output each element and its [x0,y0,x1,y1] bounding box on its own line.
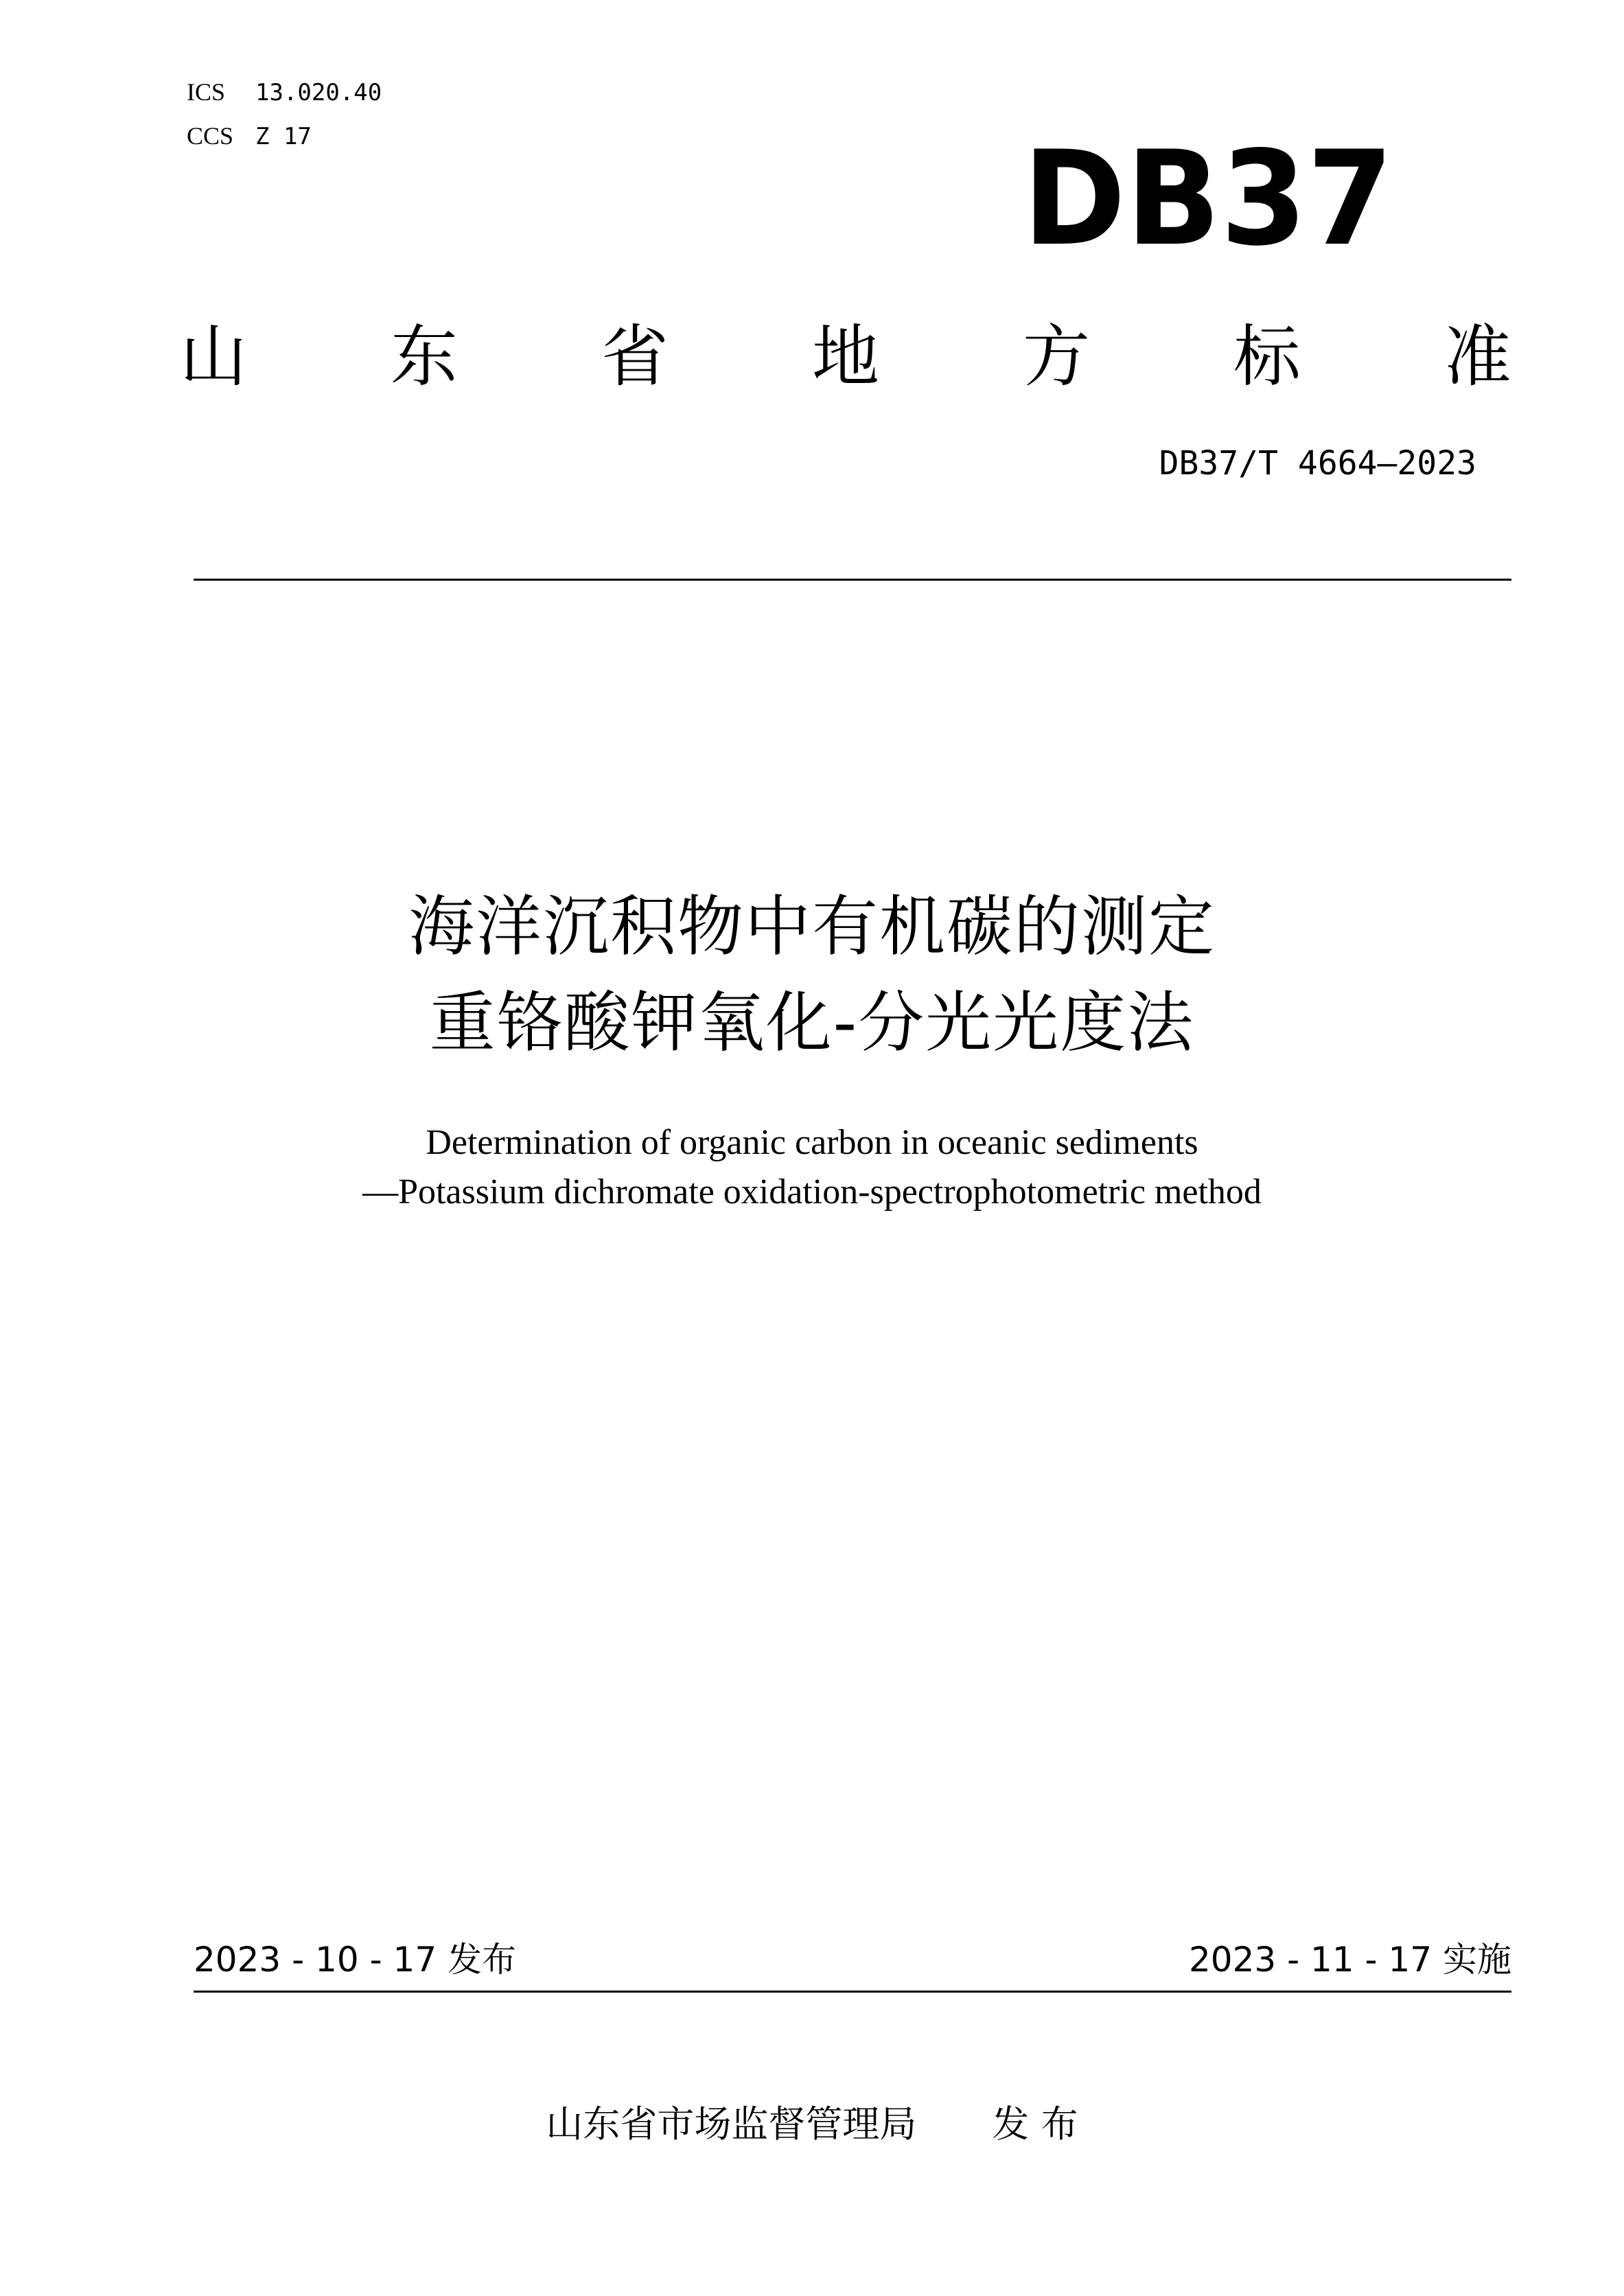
authority-char: 省 [601,318,669,396]
ccs-label: CCS [187,122,234,150]
publisher-name: 山东省市场监督管理局 [546,2102,917,2146]
standard-number: DB37/T 4664—2023 [1159,444,1476,483]
title-cn-line2: 重铬酸钾氧化-分光光度法 [429,984,1195,1061]
authority-char: 地 [811,318,879,396]
ics-value: 13.020.40 [255,79,382,106]
bottom-divider [194,1991,1511,1993]
db37-logo-text: DB37 [1023,141,1393,261]
publisher-action: 发 布 [992,2102,1078,2146]
authority-char: 标 [1233,318,1301,396]
db37-logo [1023,141,1393,261]
ccs-code [187,121,312,152]
authority-title [180,316,1511,398]
ics-label: ICS [187,78,226,106]
ics-code [187,77,382,108]
authority-char: 东 [390,318,458,396]
publisher [0,2100,1624,2148]
title-en-line1: Determination of organic carbon in oceanic sediments [426,1123,1198,1162]
title-en-line2: —Potassium dichromate oxidation-spectrophotometric method [362,1172,1262,1211]
implementation-date: 2023 - 11 - 17 实施 [1188,1940,1511,1980]
title-cn-line1: 海洋沉积物中有机碳的测定 [408,888,1216,965]
issue-date: 2023 - 10 - 17 发布 [194,1940,517,1980]
authority-char: 山 [180,318,248,396]
authority-char: 准 [1443,318,1511,396]
authority-char: 方 [1022,318,1090,396]
ccs-value: Z 17 [255,123,312,150]
top-divider [194,579,1511,581]
